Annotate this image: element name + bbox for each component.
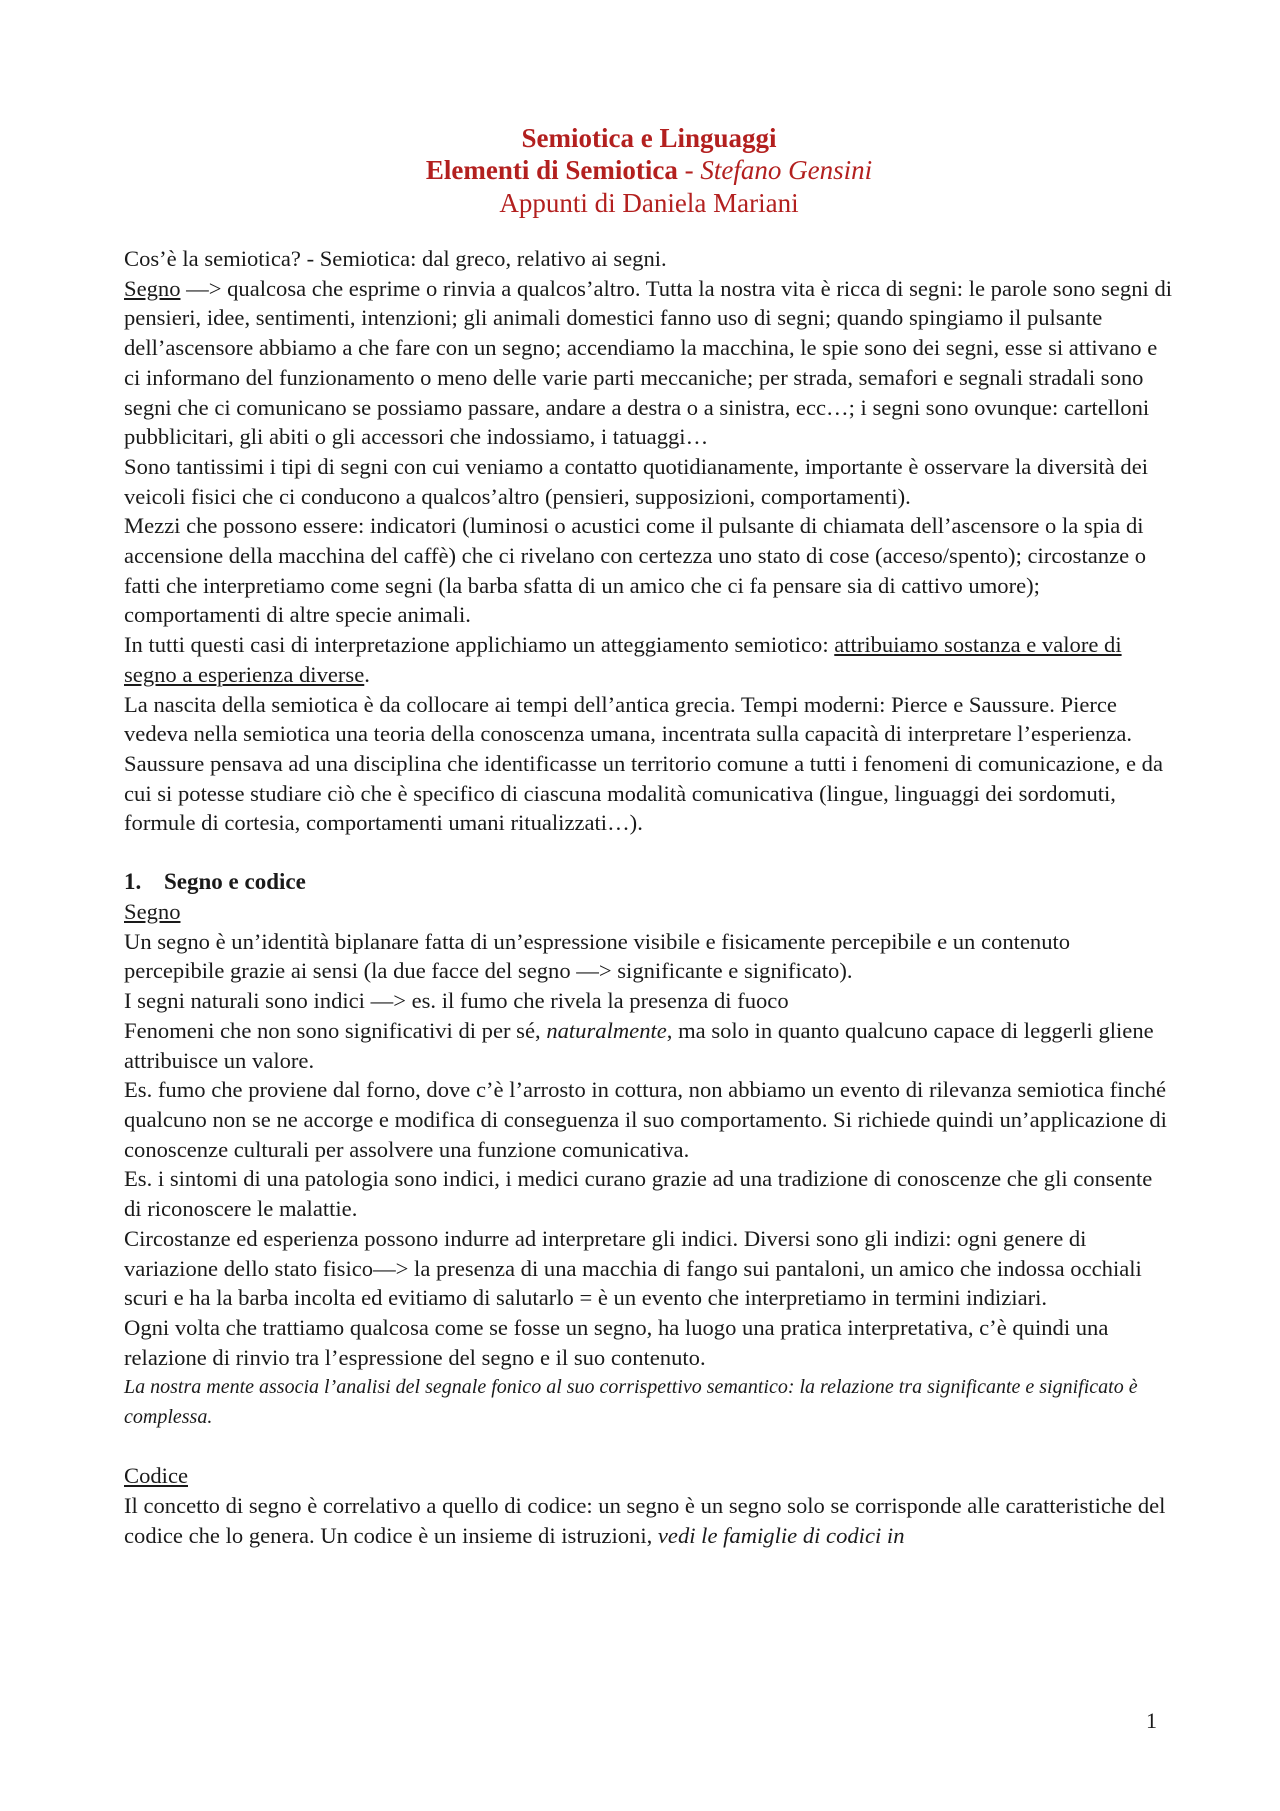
codice-italic: vedi le famiglie di codici in [657, 1522, 905, 1548]
subheading-codice: Codice [124, 1463, 188, 1489]
section-title: Segno e codice [164, 869, 306, 895]
segno-p6: Circostanze ed esperienza possono indurre ad interpretare gli indici. Diversi sono gli indizi: ogni genere di variazione dello stato fisico—> la presenza di una macchia di fango sui pantaloni, un amico che indossa occhiali scuri e ha la barba incolta ed evitiamo di salutarlo = è un evento che interpretiamo in termini indiziari. [124, 1225, 1142, 1311]
page-number: 1 [1146, 1708, 1157, 1733]
document-page [124, 122, 1174, 1550]
segno-definition: —> qualcosa che esprime o rinvia a qualcos’altro. Tutta la nostra vita è ricca di segni: le parole sono segni di pensieri, idee, sentimenti, intenzioni; gli animali domestici fanno uso di segni; quando spingiamo il pulsante dell’ascensore abbiamo a che fare con un segno; accendiamo la macchina, le spie sono dei segni, esse si attivano e ci informano del funzionamento o meno delle varie parti meccaniche; per strada, semafori e segnali stradali sono segni che ci comunicano se possiamo passare, andare a destra o a sinistra, ecc…; i segni sono ovunque: cartelloni pubblicitari, gli abiti o gli accessori che indossiamo, i tatuaggi… [124, 275, 1173, 450]
codice-p1 [124, 1491, 1174, 1550]
segno-p3 [124, 1016, 1174, 1075]
segno-term: Segno [124, 275, 181, 301]
types-paragraph: Sono tantissimi i tipi di segni con cui veniamo a contatto quotidianamente, importante è osservare la diversità dei veicoli fisici che ci conducono a qualcos’altro (pensieri, supposizioni, comportamenti). [124, 453, 1148, 509]
title-block [124, 122, 1174, 220]
history-paragraph: La nascita della semiotica è da collocare ai tempi dell’antica grecia. Tempi moderni: Pierce e Saussure. Pierce vedeva nella semiotica una teoria della conoscenza umana, incentrata sulla capacità di interpretare l’esperienza. Saussure pensava ad una disciplina che identificasse un territorio comune a tutti i fenomeni di comunicazione, e da cui si potesse studiare ciò che è specifico di ciascuna modalità comunicativa (lingue, linguaggi dei sordomuti, formule di cortesia, comportamenti umani ritualizzati…). [124, 691, 1163, 836]
italic-note: La nostra mente associa l’analisi del segnale fonico al suo corrispettivo semantico: la relazione tra significante e significato è complessa. [124, 1376, 1138, 1429]
document-credits: Appunti di Daniela Mariani [499, 188, 799, 218]
attitude-end: . [364, 661, 370, 687]
subtitle-author: Stefano Gensini [700, 155, 873, 185]
p3-text-a: Fenomeni che non sono significativi di per sé, [124, 1017, 547, 1043]
subtitle-bold: Elementi di Semiotica [425, 155, 678, 185]
p3-text-b: , ma solo in quanto qualcuno capace di leggerli gliene attribuisce un valore. [124, 1017, 1154, 1073]
segno-p5: Es. i sintomi di una patologia sono indici, i medici curano grazie ad una tradizione di conoscenze che gli consente di riconoscere le malattie. [124, 1166, 1153, 1222]
subheading-segno: Segno [124, 899, 181, 925]
attitude-underlined: attribuiamo sostanza e valore di segno a esperienza diverse [124, 632, 1122, 687]
p3-italic: naturalmente [546, 1017, 667, 1043]
intro-question: Cos’è la semiotica? - Semiotica: dal greco, relativo ai segni. [124, 246, 667, 271]
document-title: Semiotica e Linguaggi [521, 123, 777, 153]
segno-p7: Ogni volta che trattiamo qualcosa come se fosse un segno, ha luogo una pratica interpretativa, c’è quindi una relazione di rinvio tra l’espressione del segno e il suo contenuto. [124, 1314, 1109, 1370]
document-subtitle [124, 154, 1174, 186]
segno-p2: I segni naturali sono indici —> es. il fumo che rivela la presenza di fuoco [124, 988, 789, 1014]
segno-p4: Es. fumo che proviene dal forno, dove c’è l’arrosto in cottura, non abbiamo un evento di rilevanza semiotica finché qualcuno non se ne accorge e modifica di conseguenza il suo comportamento. Si richiede quindi un’applicazione di conoscenze culturali per assolvere una funzione comunicativa. [124, 1077, 1167, 1162]
subtitle-separator: - [677, 155, 701, 185]
segno-p1: Un segno è un’identità biplanare fatta di un’espressione visibile e fisicamente percepibile e un contenuto percepibile grazie ai sensi (la due facce del segno —> significante e significato). [124, 928, 1071, 984]
codice-text: Il concetto di segno è correlativo a quello di codice: un segno è un segno solo se corrisponde alle caratteristiche del codice che lo genera. Un codice è un insieme di istruzioni, [124, 1493, 1166, 1548]
intro-segno-paragraph [124, 274, 1174, 452]
section-number: 1. [124, 869, 142, 895]
attitude-paragraph [124, 630, 1174, 689]
attitude-text: In tutti questi casi di interpretazione applichiamo un atteggiamento semiotico: [124, 632, 835, 658]
spacer [124, 1432, 1174, 1461]
section-heading [124, 867, 1174, 897]
document-body [124, 244, 1174, 1550]
spacer [124, 838, 1174, 867]
means-paragraph: Mezzi che possono essere: indicatori (luminosi o acustici come il pulsante di chiamata dell’ascensore o la spia di accensione della macchina del caffè) che ci rivelano con certezza uno stato di cose (acceso/spento); circostanze o fatti che interpretiamo come segni (la barba sfatta di un amico che ci fa pensare sia di cattivo umore); comportamenti di altre specie animali. [124, 513, 1147, 628]
